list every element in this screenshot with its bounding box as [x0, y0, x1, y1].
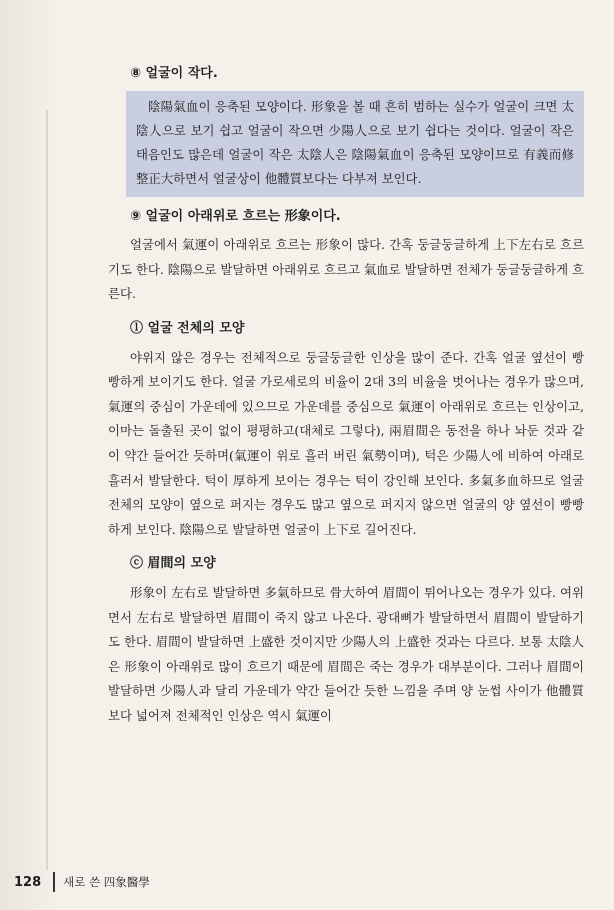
page-footer — [14, 872, 150, 892]
highlighted-block — [126, 91, 584, 197]
section-8-heading: ⑧ 얼굴이 작다. — [130, 66, 218, 81]
section-9-heading: ⑨ 얼굴이 아래위로 흐르는 形象이다. — [130, 208, 341, 224]
page-number: 128 — [14, 874, 42, 890]
page-gutter-shadow — [46, 110, 48, 870]
page-body — [108, 62, 584, 728]
section-9-text: 얼굴에서 氣運이 아래위로 흐르는 形象이 많다. 간혹 둥글둥글하게 上下左右로 흐르기도 한다. 陰陽으로 발달하면 아래위로 흐르고 氣血로 발달하면 전체가 둥글둥글하게 흐른다. — [108, 237, 584, 302]
section-glabella-heading: ⓒ 眉間의 모양 — [130, 556, 216, 572]
book-title: 새로 쓴 四象醫學 — [63, 875, 150, 889]
section-8-text: 陰陽氣血이 응축된 모양이다. 形象을 볼 때 흔히 범하는 실수가 얼굴이 크면 太陰人으로 보기 쉽고 얼굴이 작으면 少陽人으로 보기 쉽다는 것이다. 얼굴이 작은 태음인도 많은데 얼굴이 작은 太陰人은 陰陽氣血이 응축된 모양이므로 有義而修整正大하면서 얼굴상이 他體質보다는 다부져 보인다. — [136, 98, 574, 186]
footer-divider — [53, 872, 55, 892]
section-face-shape-heading: ⓛ 얼굴 전체의 모양 — [130, 320, 245, 336]
section-glabella-text: 形象이 左右로 발달하면 多氣하므로 骨大하여 眉間이 튀어나오는 경우가 있다. 여위면서 左右로 발달하면 眉間이 죽지 않고 나온다. 광대뼈가 발달하면서 眉間이 발달하기도 한다. 眉間이 발달하면 上盛한 것이지만 少陽人의 上盛한 것과는 다르다. 보통 太陰人은 形象이 아래위로 많이 흐르기 때문에 眉間은 죽는 경우가 대부분이다. 그러나 眉間이 발달하면 少陽人과 달리 가운데가 약간 들어간 듯한 느낌을 주며 양 눈썹 사이가 他體質보다 넓어져 전체적인 인상은 역시 氣運이 — [108, 584, 584, 723]
section-face-shape-text: 야위지 않은 경우는 전체적으로 둥글둥글한 인상을 많이 준다. 간혹 얼굴 옆선이 빵빵하게 보이기도 한다. 얼굴 가로세로의 비율이 2대 3의 비율을 벗어나는 경우가 많으며, 氣運의 중심이 가운데에 있으므로 가운데를 중심으로 氣運이 아래위로 흐르는 인상이고, 이마는 돌출된 곳이 없이 평평하고(대체로 그렇다), 兩眉間은 동전을 하나 놔둔 것과 같이 약간 들어간 듯하며(氣運이 위로 흘러 버린 氣勢이며), 턱은 少陽人에 비하여 아래로 흘러서 발달한다. 턱이 厚하게 보이는 경우는 턱이 강인해 보인다. 多氣多血하므로 얼굴 전체의 모양이 옆으로 퍼지는 경우도 많고 옆으로 퍼지지 않으면 얼굴의 양 옆선이 빵빵하게 보인다. 陰陽으로 발달하면 얼굴이 上下로 길어진다. — [108, 349, 584, 537]
